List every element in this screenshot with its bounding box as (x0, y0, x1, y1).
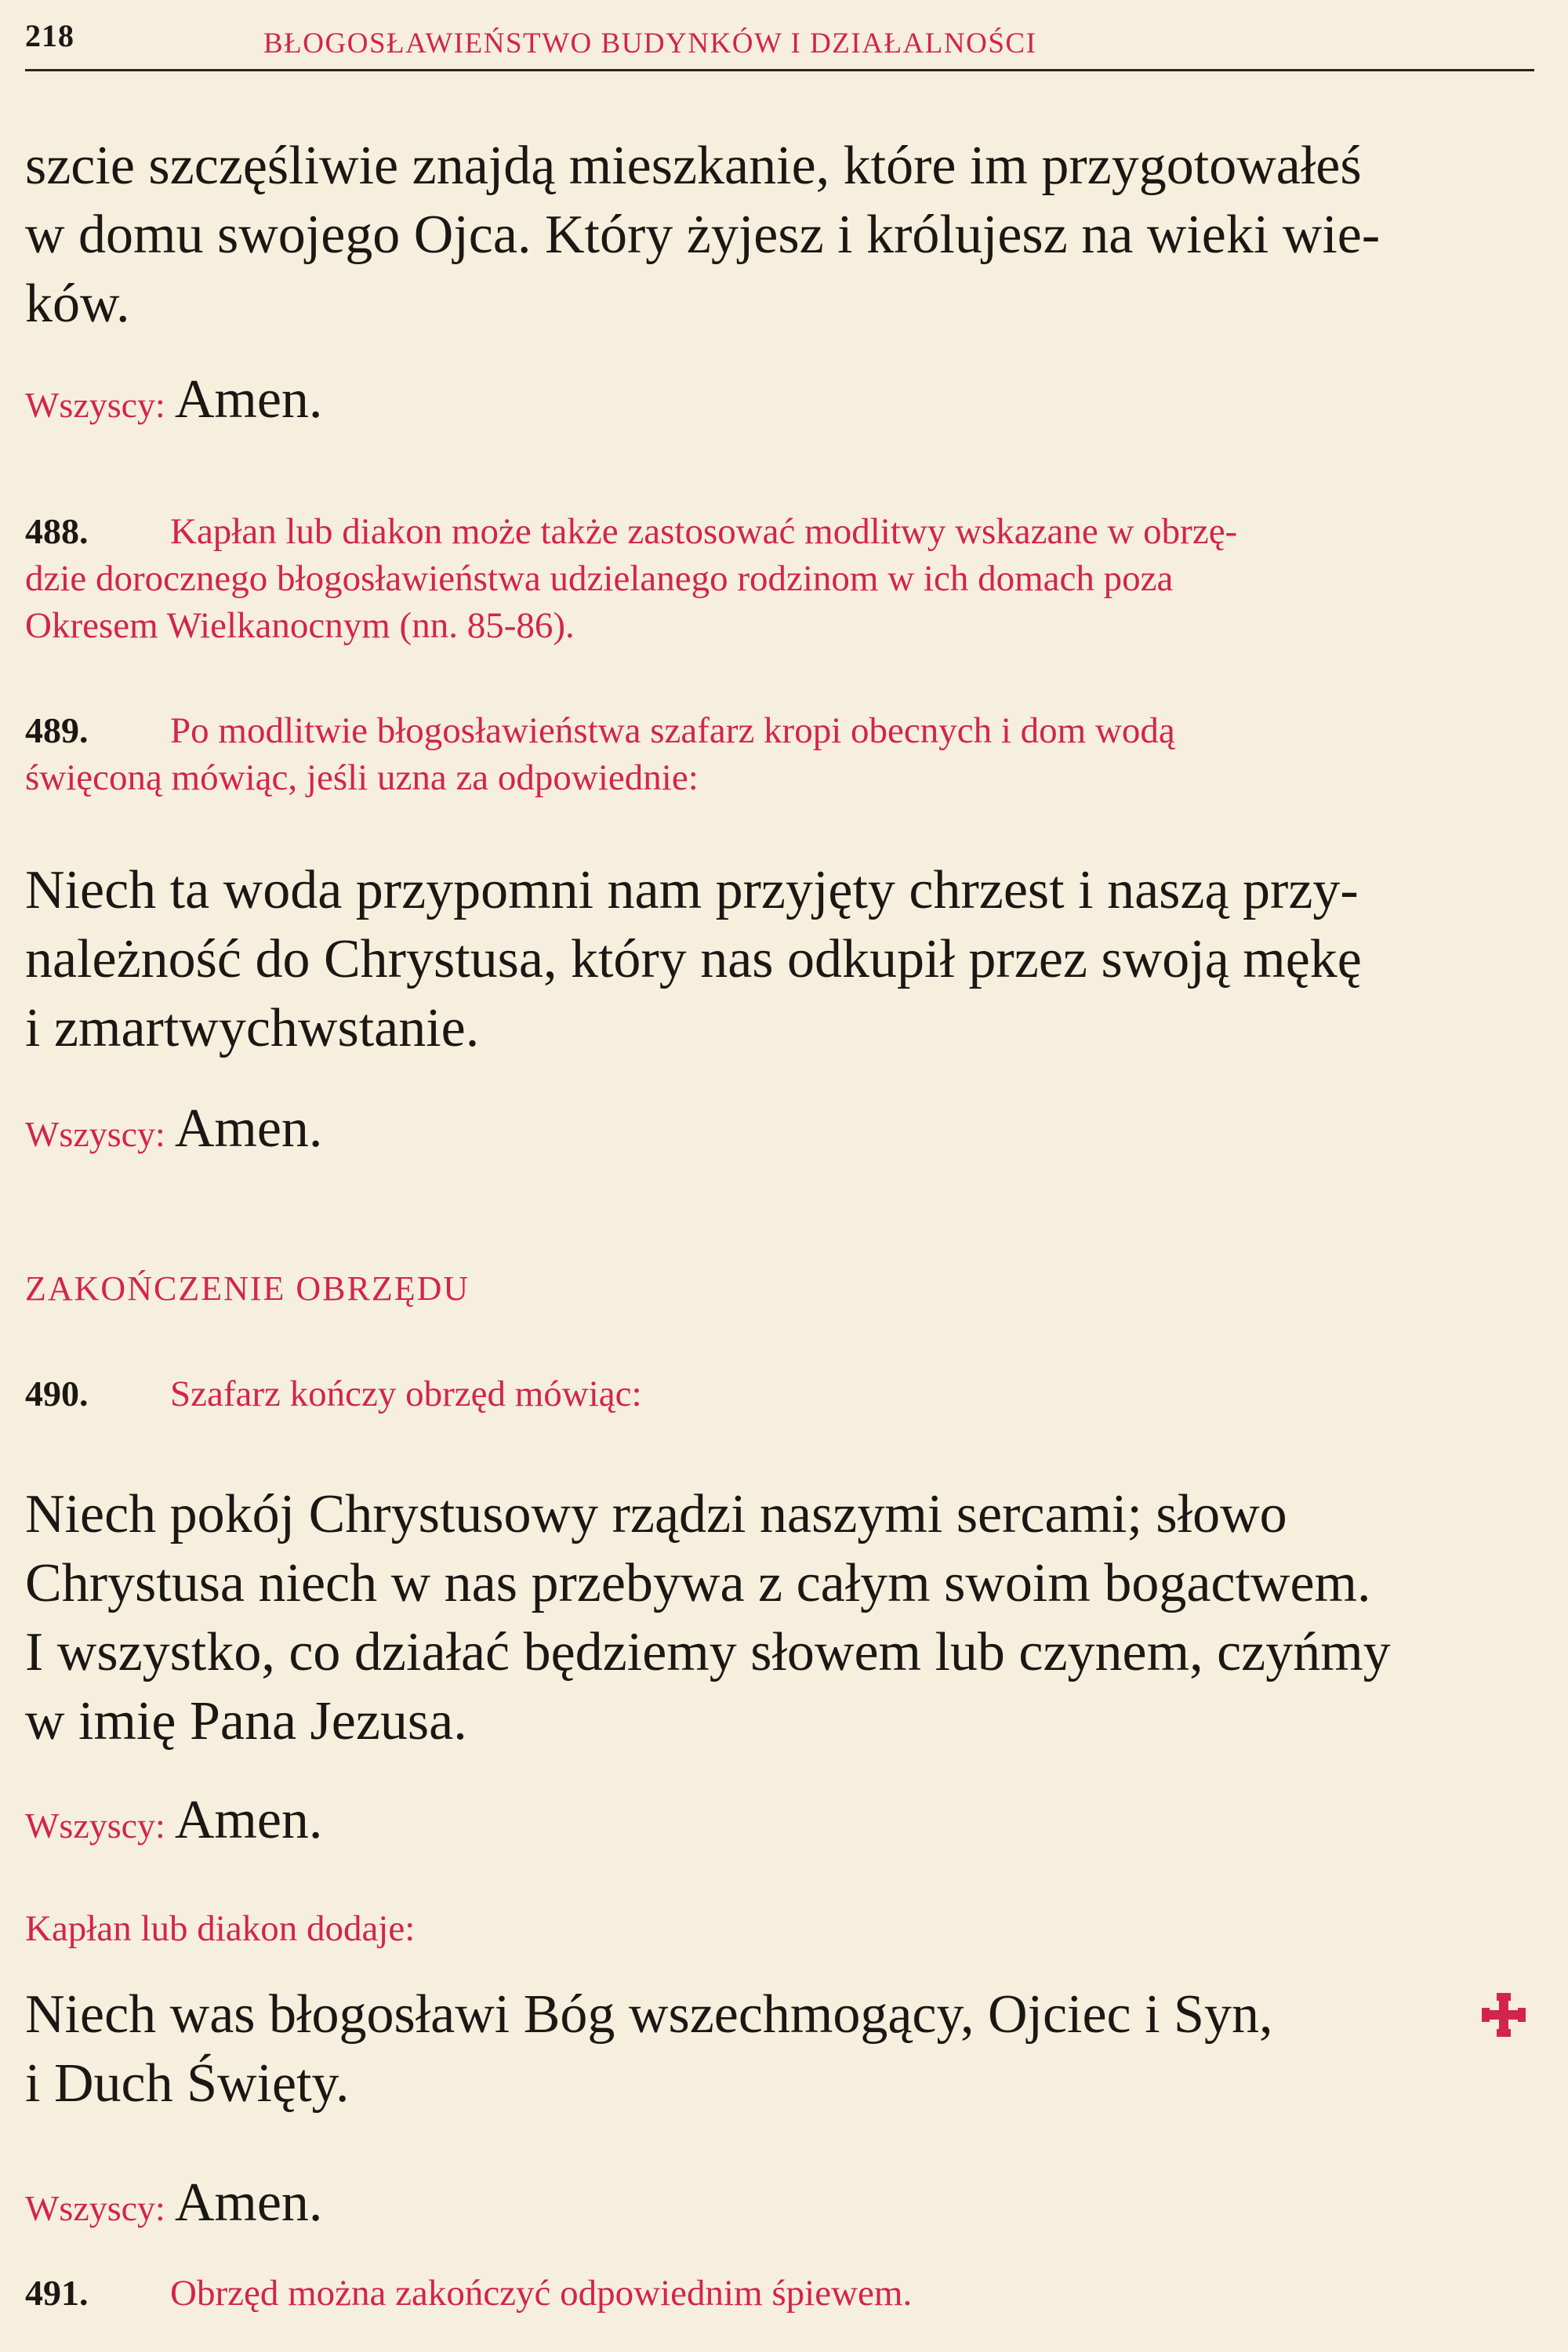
blessing-line: Niech was błogosławi Bóg wszechmogący, Ojciec i Syn, (25, 1984, 1273, 2045)
response-word: Amen. (174, 1790, 323, 1850)
rubric-488 (25, 508, 1534, 649)
response-label: Wszyscy: (25, 1114, 165, 1154)
rubric-line: Kapłan lub diakon może także zastosować modlitwy wskazane w obrzę- (170, 511, 1238, 552)
page-header (25, 17, 1530, 72)
response-amen-3 (25, 1789, 1534, 1852)
prayer-line: szcie szczęśliwie znajdą mieszkanie, które im przygotowałeś (25, 136, 1362, 196)
response-label: Wszyscy: (25, 2188, 165, 2228)
prayer-line: należność do Chrystusa, który nas odkupił przez swoją mękę (25, 929, 1362, 989)
rubric-490 (25, 1370, 1534, 1417)
prayer-line: w imię Pana Jezusa. (25, 1691, 467, 1751)
page-number: 218 (25, 18, 74, 53)
prayer-continuation (25, 132, 1534, 339)
prayer-line: Chrystusa niech w nas przebywa z całym swoim bogactwem. (25, 1553, 1371, 1613)
paragraph-number: 491. (25, 2273, 89, 2313)
paragraph-number: 488. (25, 511, 89, 551)
rubric-line: Obrzęd można zakończyć odpowiednim śpiewem. (170, 2273, 913, 2314)
blessing (25, 1980, 1534, 2118)
running-title: BŁOGOSŁAWIEŃSTWO BUDYNKÓW I DZIAŁALNOŚCI (263, 27, 1037, 60)
rubric-491 (25, 2270, 1534, 2317)
prayer-line: i zmartwychwstanie. (25, 998, 480, 1058)
rubric-line: Kapłan lub diakon dodaje: (25, 1908, 416, 1949)
paragraph-number: 489. (25, 710, 89, 750)
prayer-line: w domu swojego Ojca. Który żyjesz i królujesz na wieki wie- (25, 205, 1381, 265)
response-word: Amen. (174, 2172, 323, 2233)
sign-of-cross-icon (1482, 1993, 1526, 2037)
paragraph-number: 490. (25, 1374, 89, 1414)
section-heading (25, 1269, 1534, 1308)
response-amen-1 (25, 368, 1534, 431)
prayer-line: ków. (25, 274, 130, 334)
rubric-line: Szafarz kończy obrzęd mówiąc: (170, 1374, 642, 1414)
prayer-line: Niech ta woda przypomni nam przyjęty chrzest i naszą przy- (25, 860, 1359, 920)
response-word: Amen. (174, 1098, 323, 1159)
rubric-line: święconą mówiąc, jeśli uzna za odpowiednie: (25, 757, 699, 798)
prayer-line: I wszystko, co działać będziemy słowem lub czynem, czyńmy (25, 1622, 1391, 1682)
blessing-line: i Duch Święty. (25, 2053, 350, 2114)
response-word: Amen. (174, 369, 323, 430)
response-label: Wszyscy: (25, 1806, 165, 1846)
rubric-line: Okresem Wielkanocnym (nn. 85-86). (25, 605, 575, 646)
prayer-water (25, 856, 1534, 1063)
response-amen-4 (25, 2172, 1534, 2234)
response-label: Wszyscy: (25, 385, 165, 425)
rubric-line: dzie dorocznego błogosławieństwa udzielanego rodzinom w ich domach poza (25, 558, 1174, 599)
prayer-peace (25, 1480, 1534, 1756)
rubric-priest-adds (25, 1905, 1534, 1952)
prayer-line: Niech pokój Chrystusowy rządzi naszymi sercami; słowo (25, 1484, 1287, 1544)
rubric-line: Po modlitwie błogosławieństwa szafarz kropi obecnych i dom wodą (170, 710, 1175, 751)
section-heading-text: ZAKOŃCZENIE OBRZĘDU (25, 1269, 470, 1308)
response-amen-2 (25, 1098, 1534, 1160)
rubric-489 (25, 707, 1534, 801)
header-rule (25, 69, 1534, 71)
